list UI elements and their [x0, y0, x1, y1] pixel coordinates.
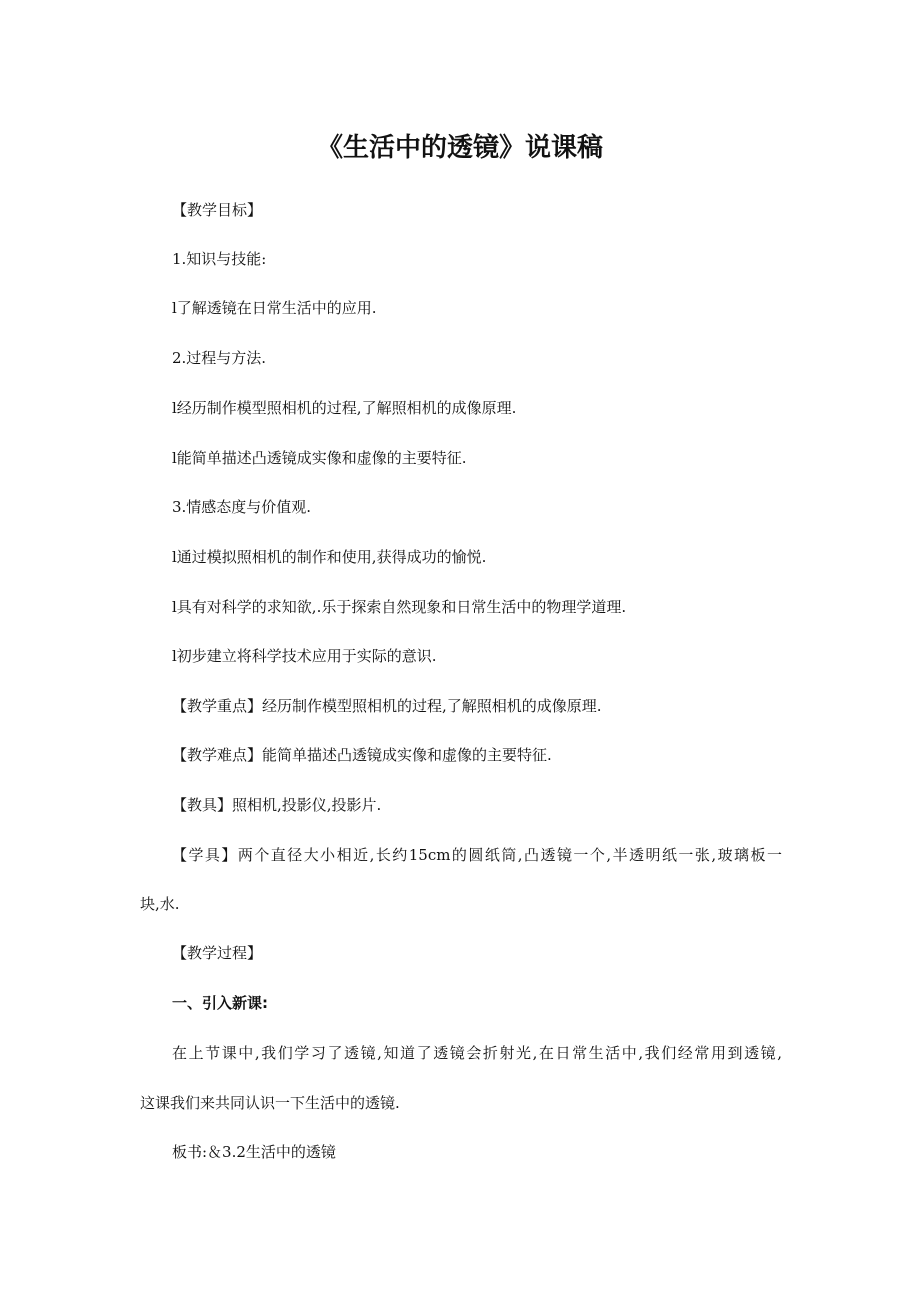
text-line-student-aids-continued: 块,水. — [140, 895, 180, 913]
text-line-teaching-aids: 【教具】照相机,投影仪,投影片. — [172, 796, 382, 814]
section-heading-introduction: 一、引入新课: — [172, 994, 268, 1012]
text-line-teaching-process-heading: 【教学过程】 — [172, 944, 263, 962]
text-line-key-point: 【教学重点】经历制作模型照相机的过程,了解照相机的成像原理. — [172, 697, 602, 715]
text-line-goal-item: l具有对科学的求知欲,.乐于探索自然现象和日常生活中的物理学道理. — [172, 598, 627, 616]
text-line-difficult-point: 【教学难点】能简单描述凸透镜成实像和虚像的主要特征. — [172, 746, 552, 764]
text-line-goal-item: l通过模拟照相机的制作和使用,获得成功的愉悦. — [172, 548, 487, 566]
text-line-goal-item: l初步建立将科学技术应用于实际的意识. — [172, 647, 437, 665]
text-line-student-aids: 【学具】两个直径大小相近,长约15cm的圆纸筒,凸透镜一个,半透明纸一张,玻璃板一 — [172, 846, 782, 864]
text-line-emotion-values: 3.情感态度与价值观. — [172, 498, 312, 516]
text-line-introduction-continued: 这课我们来共同认识一下生活中的透镜. — [140, 1094, 400, 1112]
text-line-goal-item: l了解透镜在日常生活中的应用. — [172, 299, 377, 317]
text-line-teaching-goals-heading: 【教学目标】 — [172, 201, 263, 219]
text-line-blackboard-note: 板书:＆3.2生活中的透镜 — [172, 1143, 336, 1161]
text-line-goal-item: l经历制作模型照相机的过程,了解照相机的成像原理. — [172, 399, 517, 417]
text-line-introduction-paragraph: 在上节课中,我们学习了透镜,知道了透镜会折射光,在日常生活中,我们经常用到透镜, — [172, 1044, 782, 1062]
document-title: 《生活中的透镜》说课稿 — [316, 133, 603, 163]
text-line-goal-item: l能简单描述凸透镜成实像和虚像的主要特征. — [172, 449, 467, 467]
text-line-knowledge-skills: 1.知识与技能: — [172, 250, 267, 268]
text-line-process-methods: 2.过程与方法. — [172, 349, 267, 367]
